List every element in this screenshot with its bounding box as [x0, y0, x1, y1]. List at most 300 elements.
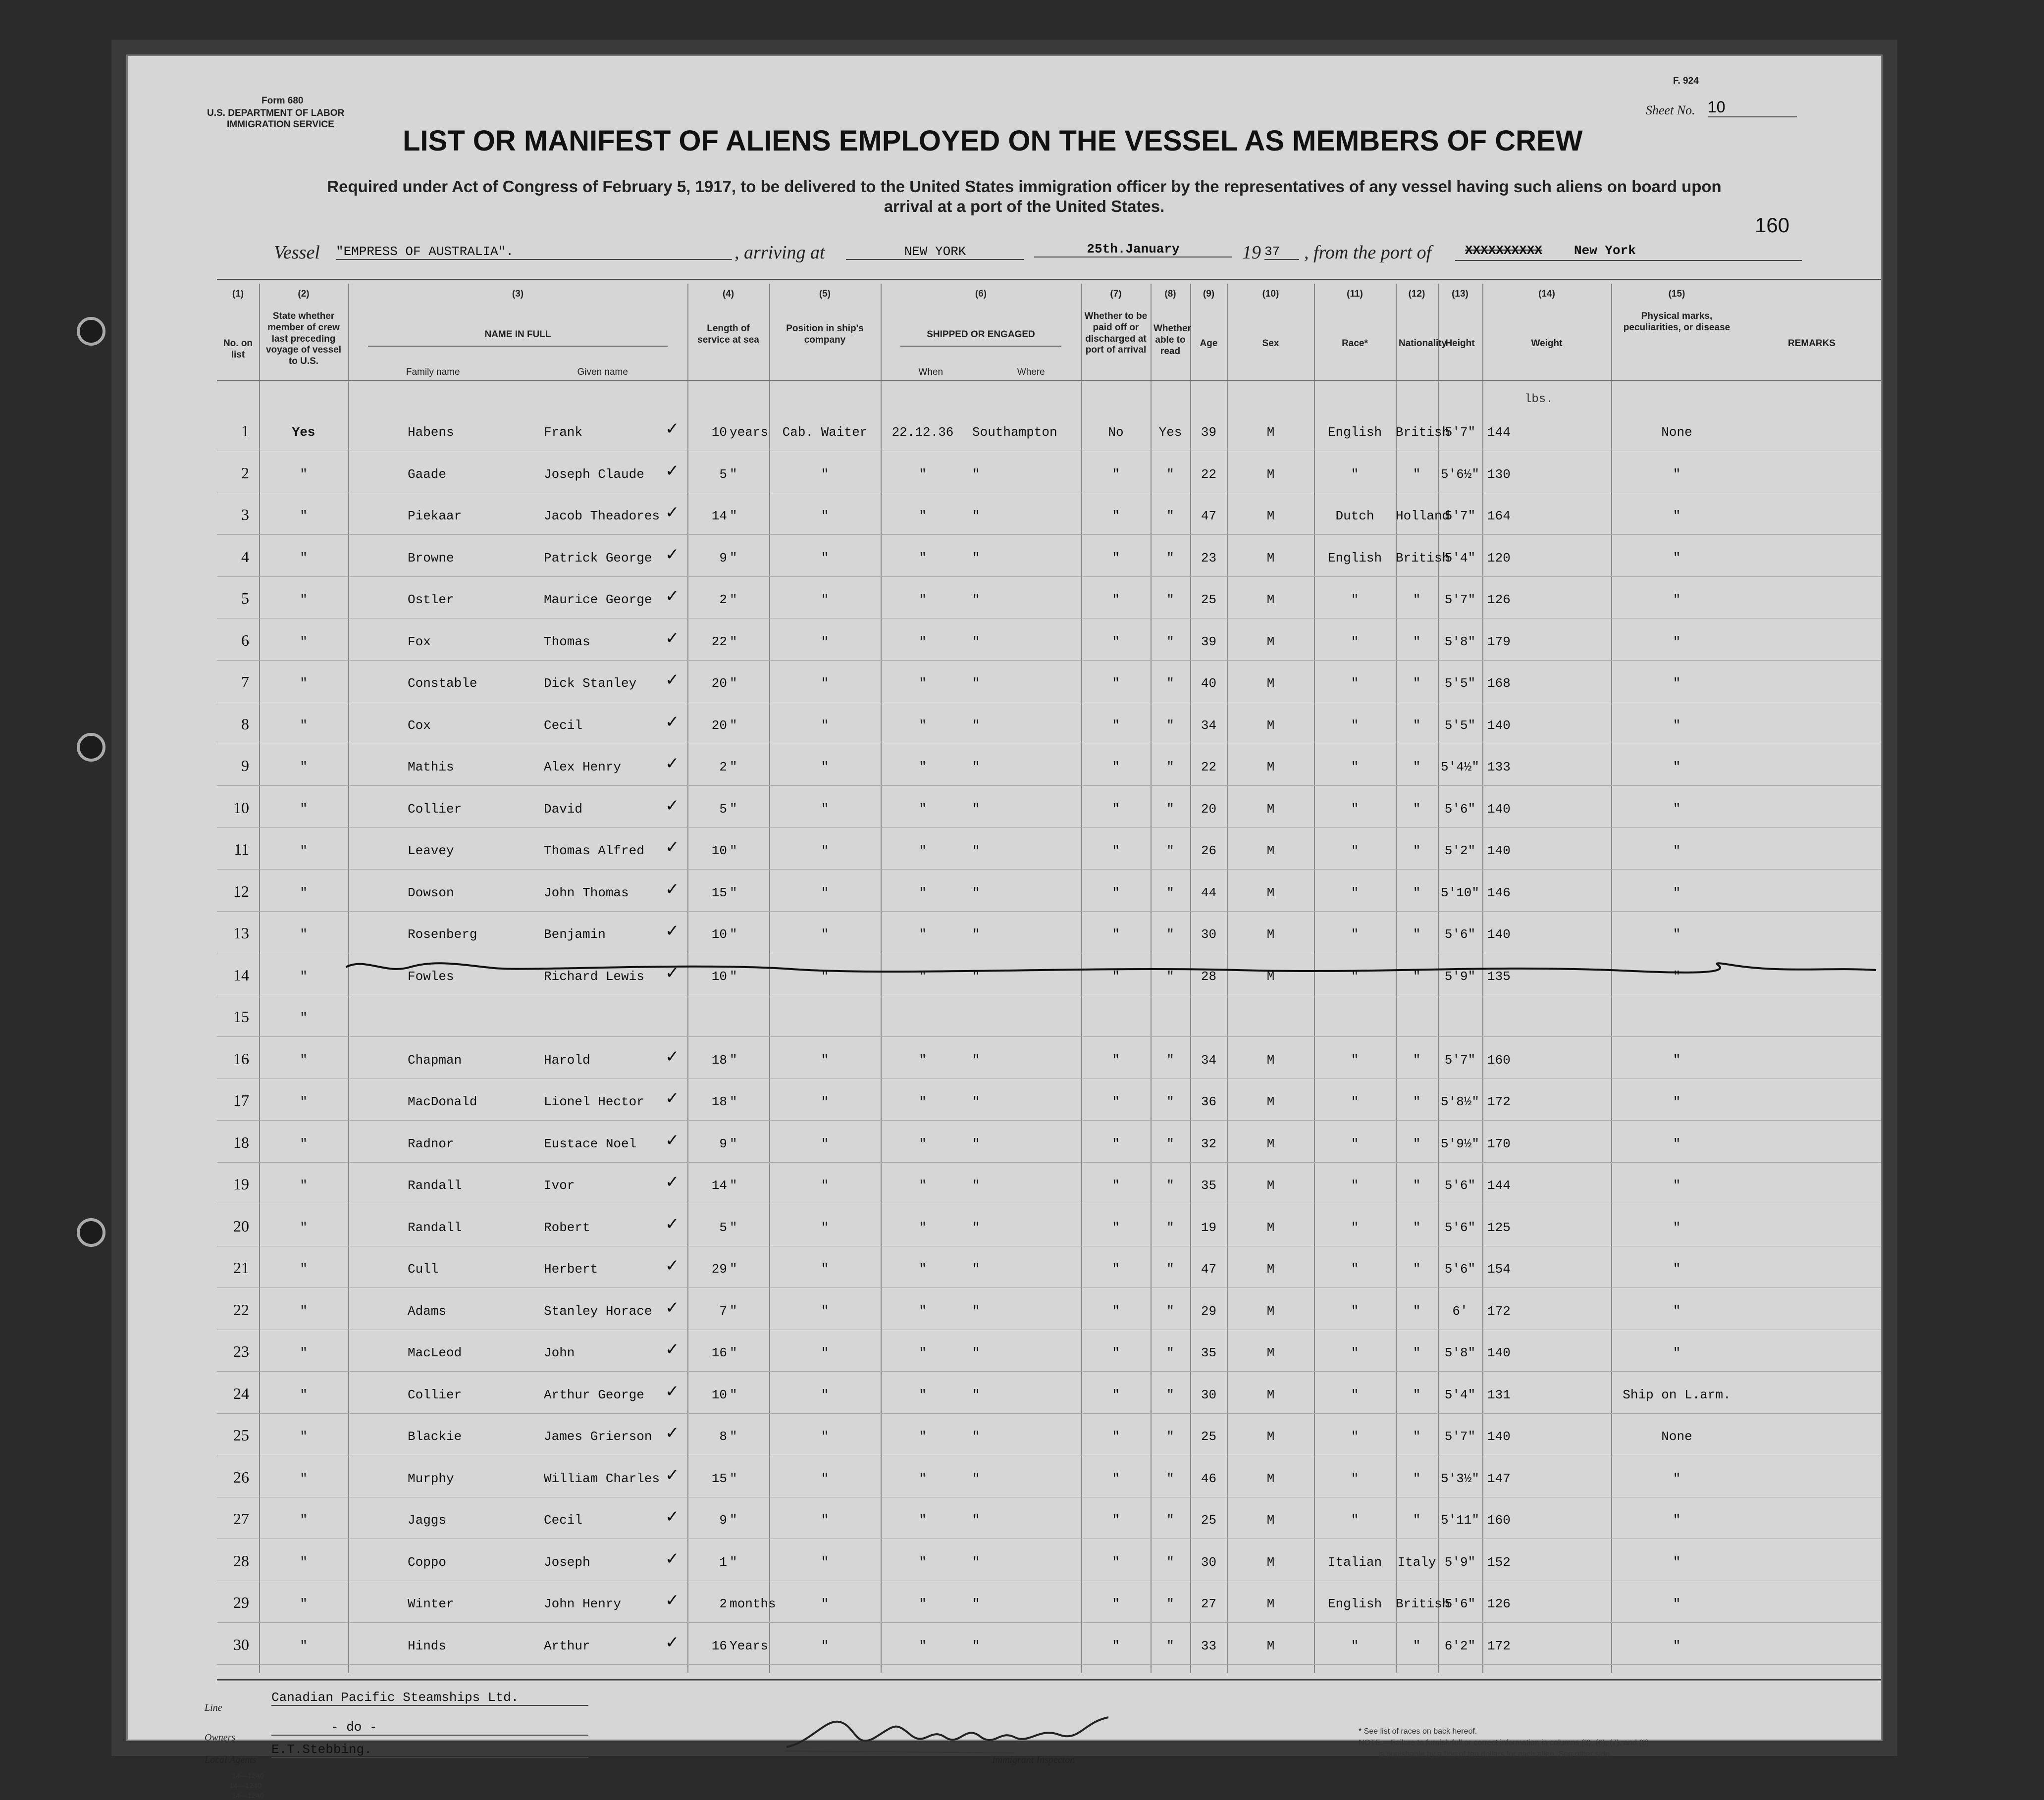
column-header: Weight	[1531, 338, 1563, 349]
check-mark-icon: ✓	[665, 1214, 680, 1234]
cell-prev: "	[300, 1011, 308, 1026]
cell-marks: "	[1673, 1303, 1681, 1319]
cell-read: "	[1166, 1178, 1174, 1193]
cell-prev: "	[300, 801, 308, 817]
check-mark-icon: ✓	[665, 1591, 680, 1610]
cell-age: 47	[1201, 509, 1217, 523]
cell-sex: M	[1266, 1052, 1275, 1068]
form-number: F. 924	[1673, 76, 1699, 86]
cell-family: Coppo	[408, 1554, 447, 1570]
cell-when: "	[919, 1345, 927, 1360]
cell-marks: "	[1673, 676, 1681, 691]
cell-when: "	[919, 550, 927, 566]
cell-position: "	[821, 592, 829, 607]
cell-family: Cox	[408, 718, 431, 733]
cell-sex: M	[1266, 1471, 1275, 1486]
cell-service: 15	[711, 1471, 727, 1486]
cell-age: 34	[1201, 1052, 1217, 1068]
cell-when: "	[919, 1554, 927, 1570]
agents-value: E.T.Stebbing.	[271, 1742, 588, 1758]
cell-given: Dick Stanley	[544, 676, 637, 691]
column-number: (10)	[1262, 289, 1279, 299]
cell-marks: "	[1673, 1638, 1681, 1653]
cell-when: "	[919, 843, 927, 858]
cell-prev: "	[300, 509, 308, 523]
cell-when: "	[919, 1178, 927, 1193]
cell-age: 25	[1201, 1429, 1217, 1444]
cell-paid: "	[1112, 1303, 1120, 1319]
subtitle-line2: arrival at a port of the United States.	[884, 197, 1165, 215]
cell-where: "	[972, 1345, 980, 1360]
cell-paid: "	[1112, 1429, 1120, 1444]
cell-service: 1	[719, 1554, 727, 1570]
cell-nat: "	[1413, 843, 1421, 858]
column-number: (5)	[819, 289, 831, 299]
cell-age: 36	[1201, 1094, 1217, 1109]
cell-sex: M	[1266, 1554, 1275, 1570]
cell-given: Cecil	[544, 1513, 583, 1528]
cell-weight: 133	[1487, 760, 1511, 774]
cell-weight: 131	[1487, 1387, 1511, 1402]
cell-sex: M	[1266, 1262, 1275, 1277]
cell-given: Jacob Theadores	[544, 509, 660, 523]
column-header: Age	[1200, 338, 1218, 349]
cell-weight: 120	[1487, 550, 1511, 566]
row-number: 6	[241, 631, 249, 649]
cell-position: "	[821, 1387, 829, 1402]
cell-race: "	[1351, 1387, 1359, 1402]
cell-service: 9	[719, 550, 727, 566]
cell-height: 5'9"	[1444, 1554, 1476, 1570]
cell-nat: British	[1396, 550, 1450, 566]
cell-read: "	[1166, 1220, 1174, 1235]
cell-nat: "	[1413, 1387, 1421, 1402]
cell-marks: "	[1673, 1345, 1681, 1360]
cell-sex: M	[1266, 927, 1275, 942]
cell-when: "	[919, 509, 927, 523]
row-number: 13	[233, 924, 249, 942]
cell-weight: 126	[1487, 1596, 1511, 1611]
cell-where: "	[972, 927, 980, 942]
cell-position: "	[821, 1220, 829, 1235]
cell-height: 5'7"	[1444, 1429, 1476, 1444]
cell-read: "	[1166, 1303, 1174, 1319]
cell-paid: "	[1112, 1178, 1120, 1193]
cell-paid: "	[1112, 509, 1120, 523]
cell-when: "	[919, 1220, 927, 1235]
cell-sex: M	[1266, 1638, 1275, 1653]
cell-unit: "	[730, 1094, 737, 1109]
group-underline	[368, 346, 668, 347]
cell-where: "	[972, 1554, 980, 1570]
column-number: (13)	[1452, 289, 1468, 299]
cell-marks: "	[1673, 1136, 1681, 1151]
vessel-label: Vessel	[274, 242, 320, 263]
cell-unit: "	[730, 1136, 737, 1151]
cell-paid: "	[1112, 843, 1120, 858]
cell-unit: "	[730, 885, 737, 900]
cell-weight: 147	[1487, 1471, 1511, 1486]
cell-race: "	[1351, 843, 1359, 858]
cell-weight: 152	[1487, 1554, 1511, 1570]
cell-where: "	[972, 885, 980, 900]
column-header: Sex	[1262, 338, 1279, 349]
cell-age: 47	[1201, 1262, 1217, 1277]
cell-service: 14	[711, 1178, 727, 1193]
row-rule	[217, 534, 1881, 535]
cell-where: "	[972, 1303, 980, 1319]
column-header: Physical marks, peculiarities, or disease	[1623, 311, 1730, 333]
cell-service: 9	[719, 1136, 727, 1151]
cell-nat: "	[1413, 1052, 1421, 1068]
cell-family: MacDonald	[408, 1094, 477, 1109]
cell-when: "	[919, 1429, 927, 1444]
cell-service: 7	[719, 1303, 727, 1319]
cell-weight: 144	[1487, 425, 1511, 440]
cell-given: Herbert	[544, 1262, 598, 1277]
cell-position: "	[821, 1136, 829, 1151]
cell-race: "	[1351, 969, 1359, 984]
cell-family: Leavey	[408, 843, 454, 858]
cell-where: "	[972, 843, 980, 858]
cell-service: 29	[711, 1262, 727, 1277]
cell-service: 20	[711, 718, 727, 733]
cell-race: "	[1351, 927, 1359, 942]
row-number: 21	[233, 1259, 249, 1277]
cell-family: Hinds	[408, 1638, 447, 1653]
cell-paid: "	[1112, 1596, 1120, 1611]
cell-height: 5'3½"	[1440, 1471, 1479, 1486]
cell-position: "	[821, 760, 829, 774]
cell-age: 35	[1201, 1345, 1217, 1360]
row-number: 8	[241, 715, 249, 733]
row-number: 22	[233, 1300, 249, 1319]
cell-given: Robert	[544, 1220, 590, 1235]
cell-unit: "	[730, 1303, 737, 1319]
note-races: * See list of races on back hereof.	[1359, 1727, 1477, 1736]
cell-where: "	[972, 592, 980, 607]
cell-unit: "	[730, 969, 737, 984]
row-number: 19	[233, 1175, 249, 1193]
cell-when: "	[919, 969, 927, 984]
cell-marks: "	[1673, 801, 1681, 817]
row-rule	[217, 1287, 1881, 1288]
cell-given: John Henry	[544, 1596, 622, 1611]
cell-race: "	[1351, 1471, 1359, 1486]
cell-height: 5'10"	[1440, 885, 1479, 900]
cell-marks: "	[1673, 634, 1681, 649]
column-number: (15)	[1668, 289, 1685, 299]
cell-race: "	[1351, 1262, 1359, 1277]
cell-read: "	[1166, 1429, 1174, 1444]
cell-weight: 126	[1487, 592, 1511, 607]
row-number: 3	[241, 506, 249, 523]
cell-marks: "	[1673, 550, 1681, 566]
cell-unit: "	[730, 1471, 737, 1486]
cell-unit: "	[730, 718, 737, 733]
column-header: NAME IN FULL	[484, 329, 551, 340]
cell-nat: "	[1413, 592, 1421, 607]
cell-height: 5'6"	[1444, 1178, 1476, 1193]
cell-prev: "	[300, 1220, 308, 1235]
cell-service: 5	[719, 1220, 727, 1235]
column-header: Whether able to read	[1153, 323, 1191, 357]
cell-family: Dowson	[408, 885, 454, 900]
cell-paid: "	[1112, 1638, 1120, 1653]
cell-age: 25	[1201, 1513, 1217, 1528]
cell-height: 5'6"	[1444, 927, 1476, 942]
cell-prev: "	[300, 1303, 308, 1319]
cell-prev: "	[300, 1471, 308, 1486]
check-mark-icon: ✓	[665, 1339, 680, 1359]
cell-paid: No	[1108, 425, 1124, 440]
cell-nat: Holland	[1396, 509, 1450, 523]
cell-sex: M	[1266, 1136, 1275, 1151]
cell-race: Dutch	[1335, 509, 1374, 523]
cell-marks: "	[1673, 843, 1681, 858]
cell-paid: "	[1112, 1387, 1120, 1402]
check-mark-icon: ✓	[665, 963, 680, 983]
cell-age: 40	[1201, 676, 1217, 691]
cell-read: "	[1166, 1136, 1174, 1151]
cell-family: Browne	[408, 550, 454, 566]
cell-marks: "	[1673, 592, 1681, 607]
check-mark-icon: ✓	[665, 628, 680, 648]
cell-paid: "	[1112, 885, 1120, 900]
column-header: Position in ship's company	[786, 323, 864, 345]
cell-nat: British	[1396, 425, 1450, 440]
cell-where: "	[972, 1220, 980, 1235]
cell-where: "	[972, 718, 980, 733]
page-title: LIST OR MANIFEST OF ALIENS EMPLOYED ON THE VESSEL AS MEMBERS OF CREW	[403, 125, 1583, 157]
cell-paid: "	[1112, 676, 1120, 691]
cell-paid: "	[1112, 801, 1120, 817]
cell-sex: M	[1266, 1303, 1275, 1319]
cell-where: "	[972, 1387, 980, 1402]
cell-when: "	[919, 1262, 927, 1277]
row-number: 11	[234, 840, 249, 858]
check-mark-icon: ✓	[665, 1381, 680, 1401]
inspector-signature	[782, 1707, 1118, 1757]
cell-age: 39	[1201, 425, 1217, 440]
cell-sex: M	[1266, 425, 1275, 440]
cell-paid: "	[1112, 466, 1120, 482]
subtitle-line1: Required under Act of Congress of February 5, 1917, to be delivered to the United States immigration officer by the representatives of any vessel having such aliens on board upon	[327, 177, 1722, 196]
cell-position: "	[821, 466, 829, 482]
cell-paid: "	[1112, 1471, 1120, 1486]
cell-height: 5'7"	[1444, 509, 1476, 523]
cell-marks: "	[1673, 1554, 1681, 1570]
column-header: REMARKS	[1787, 338, 1836, 349]
page-number: 160	[1755, 213, 1790, 237]
column-number: (11)	[1347, 289, 1363, 299]
cell-nat: "	[1413, 718, 1421, 733]
cell-marks: "	[1673, 1596, 1681, 1611]
cell-marks: "	[1673, 760, 1681, 774]
cell-prev: Yes	[292, 425, 315, 440]
cell-unit: "	[730, 592, 737, 607]
cell-unit: months	[730, 1596, 776, 1611]
check-mark-icon: ✓	[665, 1297, 680, 1318]
cell-paid: "	[1112, 1554, 1120, 1570]
cell-nat: "	[1413, 1220, 1421, 1235]
cell-weight: 135	[1487, 969, 1511, 984]
department-line: U.S. DEPARTMENT OF LABOR	[207, 108, 345, 118]
cell-when: "	[919, 1052, 927, 1068]
cell-nat: "	[1413, 801, 1421, 817]
cell-position: "	[821, 550, 829, 566]
cell-weight: 140	[1487, 718, 1511, 733]
cell-position: "	[821, 1052, 829, 1068]
cell-race: English	[1327, 425, 1382, 440]
cell-height: 5'6½"	[1440, 466, 1479, 482]
cell-family: Rosenberg	[408, 927, 477, 942]
column-header: Whether to be paid off or discharged at port of arrival	[1084, 311, 1148, 356]
cell-position: "	[821, 1303, 829, 1319]
arrival-date: 25th.January	[1034, 242, 1232, 257]
row-number: 7	[241, 673, 249, 691]
cell-position: "	[821, 969, 829, 984]
column-number: (14)	[1538, 289, 1555, 299]
cell-marks: "	[1673, 1513, 1681, 1528]
cell-race: "	[1351, 718, 1359, 733]
check-mark-icon: ✓	[665, 1465, 680, 1485]
cell-when: 22.12.36	[891, 425, 954, 440]
cell-prev: "	[300, 1596, 308, 1611]
cell-nat: "	[1413, 760, 1421, 774]
cell-where: "	[972, 1052, 980, 1068]
row-number: 23	[233, 1342, 249, 1360]
cell-family: Mathis	[408, 760, 454, 774]
row-rule	[217, 1162, 1881, 1163]
cell-paid: "	[1112, 1052, 1120, 1068]
cell-nat: Italy	[1397, 1554, 1436, 1570]
cell-given: Alex Henry	[544, 760, 622, 774]
cell-prev: "	[300, 550, 308, 566]
owners-value: - do -	[271, 1720, 588, 1736]
cell-family: Randall	[408, 1178, 462, 1193]
cell-family: Collier	[408, 801, 462, 817]
cell-read: "	[1166, 1262, 1174, 1277]
cell-sex: M	[1266, 592, 1275, 607]
cell-sex: M	[1266, 1596, 1275, 1611]
cell-given: Cecil	[544, 718, 583, 733]
cell-given: Patrick George	[544, 550, 652, 566]
year-suffix: 37	[1264, 244, 1299, 260]
cell-sex: M	[1266, 1094, 1275, 1109]
cell-when: "	[919, 1471, 927, 1486]
cell-position: "	[821, 1554, 829, 1570]
cell-service: 16	[711, 1638, 727, 1653]
check-mark-icon: ✓	[665, 1548, 680, 1569]
cell-service: 9	[719, 1513, 727, 1528]
cell-weight: 164	[1487, 509, 1511, 523]
cell-paid: "	[1112, 550, 1120, 566]
cell-read: "	[1166, 843, 1174, 858]
cell-age: 25	[1201, 592, 1217, 607]
cell-position: "	[821, 1178, 829, 1193]
cell-prev: "	[300, 1513, 308, 1528]
cell-nat: "	[1413, 1429, 1421, 1444]
cell-nat: British	[1396, 1596, 1450, 1611]
check-mark-icon: ✓	[665, 1046, 680, 1067]
cell-position: "	[821, 1345, 829, 1360]
cell-marks: "	[1673, 509, 1681, 523]
cell-unit: "	[730, 843, 737, 858]
cell-height: 5'5"	[1444, 718, 1476, 733]
row-number: 2	[241, 463, 249, 482]
cell-when: "	[919, 634, 927, 649]
column-number: (2)	[298, 289, 310, 299]
cell-where: "	[972, 509, 980, 523]
cell-marks: "	[1673, 885, 1681, 900]
cell-height: 5'8"	[1444, 634, 1476, 649]
cell-where: "	[972, 1638, 980, 1653]
sheet-label: Sheet No.	[1646, 103, 1695, 117]
cell-where: "	[972, 969, 980, 984]
cell-given: Arthur	[544, 1638, 590, 1653]
row-number: 29	[233, 1594, 249, 1611]
cell-read: "	[1166, 676, 1174, 691]
cell-service: 10	[711, 425, 727, 440]
cell-read: "	[1166, 509, 1174, 523]
cell-prev: "	[300, 969, 308, 984]
cell-position: "	[821, 718, 829, 733]
cell-nat: "	[1413, 1345, 1421, 1360]
cell-position: "	[821, 634, 829, 649]
cell-nat: "	[1413, 927, 1421, 942]
service-line: IMMIGRATION SERVICE	[227, 119, 334, 130]
row-rule	[217, 1036, 1881, 1037]
cell-paid: "	[1112, 1513, 1120, 1528]
table-row	[128, 996, 1881, 1038]
cell-weight: 140	[1487, 801, 1511, 817]
cell-race: "	[1351, 1094, 1359, 1109]
cell-race: English	[1327, 550, 1382, 566]
cell-read: "	[1166, 1052, 1174, 1068]
cell-prev: "	[300, 1178, 308, 1193]
cell-paid: "	[1112, 1220, 1120, 1235]
column-number: (7)	[1110, 289, 1122, 299]
cell-position: "	[821, 1094, 829, 1109]
row-rule	[217, 576, 1881, 577]
cell-given: John	[544, 1345, 575, 1360]
from-port-struck: XXXXXXXXXX	[1465, 243, 1543, 258]
column-number: (9)	[1203, 289, 1215, 299]
cell-when: "	[919, 1094, 927, 1109]
row-rule	[217, 1664, 1881, 1665]
footer-divider	[217, 1680, 1881, 1681]
cell-paid: "	[1112, 1136, 1120, 1151]
cell-nat: "	[1413, 1136, 1421, 1151]
cell-paid: "	[1112, 592, 1120, 607]
row-rule	[217, 1120, 1881, 1121]
cell-marks: "	[1673, 1471, 1681, 1486]
cell-race: "	[1351, 885, 1359, 900]
cell-given: Thomas	[544, 634, 590, 649]
cell-nat: "	[1413, 634, 1421, 649]
cell-sex: M	[1266, 718, 1275, 733]
cell-age: 39	[1201, 634, 1217, 649]
cell-prev: "	[300, 634, 308, 649]
cell-service: 10	[711, 843, 727, 858]
cell-unit: "	[730, 801, 737, 817]
cell-height: 5'2"	[1444, 843, 1476, 858]
column-number: (6)	[975, 289, 987, 299]
cell-service: 5	[719, 466, 727, 482]
cell-service: 15	[711, 885, 727, 900]
check-mark-icon: ✓	[665, 1507, 680, 1527]
